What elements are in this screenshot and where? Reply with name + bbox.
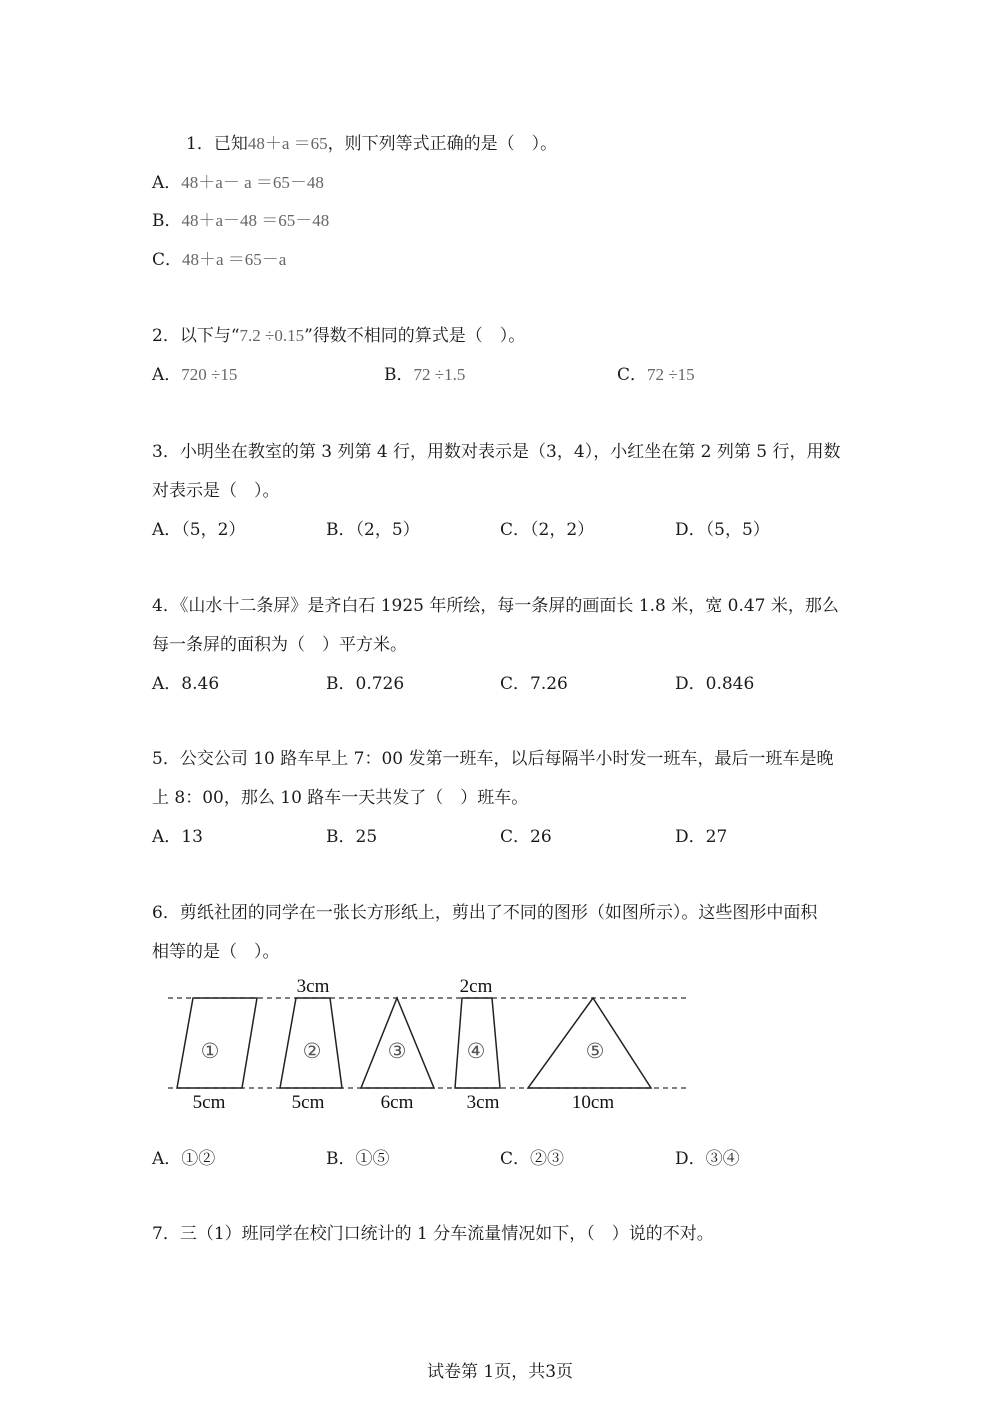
option-text: ③④: [705, 1149, 740, 1169]
option-text: 0.726: [355, 674, 405, 694]
bottom-label-shape-1: 5cm: [192, 1092, 226, 1113]
bottom-label-shape-3: 6cm: [380, 1092, 414, 1113]
question-2-math: 7.2 ÷0.15: [239, 326, 305, 345]
option-text: （5，5）: [705, 520, 770, 540]
bottom-label-shape-2: 5cm: [291, 1092, 325, 1113]
option-label: A．: [152, 827, 182, 847]
option-label: D．: [675, 1149, 706, 1169]
question-6-option-d: [675, 1149, 740, 1169]
question-4-line-2: 每一条屏的面积为（ ）平方米。: [152, 635, 407, 655]
option-label: C．: [500, 1149, 531, 1169]
option-label: C．: [500, 520, 531, 540]
question-3-line-2: 对表示是（ ）。: [152, 481, 280, 501]
option-text: （5，2）: [181, 520, 246, 540]
option-math: 48＋a ＝65－a: [182, 250, 287, 269]
option-math: 48＋a－48 ＝65－48: [181, 211, 330, 230]
option-label: B．: [326, 520, 356, 540]
option-text: 26: [530, 827, 552, 847]
option-text: 8.46: [181, 674, 220, 694]
question-4-line-1: 4．《山水十二条屏》是齐白石 1925 年所绘，每一条屏的画面长 1.8 米，宽 0.47 米，那么: [152, 596, 839, 616]
option-label: B．: [326, 827, 356, 847]
option-text: ①②: [181, 1149, 216, 1169]
option-label: C．: [500, 674, 531, 694]
page-footer: 试卷第 1页，共3页: [426, 1362, 574, 1382]
option-label: B．: [326, 674, 356, 694]
question-3-line-1: 3．小明坐在教室的第 3 列第 4 行，用数对表示是（3，4），小红坐在第 2 列第 5 行，用数: [152, 442, 841, 462]
shape-label-2: ②: [302, 1039, 322, 1063]
question-5-line-1: 5．公交公司 10 路车早上 7：00 发第一班车，以后每隔半小时发一班车，最后一班车是晚: [152, 749, 834, 769]
shape-label-4: ④: [466, 1039, 486, 1063]
option-math: 48＋a－ a ＝65－48: [181, 173, 324, 192]
option-label: C．: [152, 250, 183, 270]
question-6-option-b: [326, 1149, 390, 1169]
question-2-prefix: 2．以下与“: [152, 326, 240, 346]
question-7-line-1: 7．三（1）班同学在校门口统计的 1 分车流量情况如下，（ ）说的不对。: [152, 1224, 714, 1244]
option-label: C．: [500, 827, 531, 847]
option-text: 7.26: [530, 674, 568, 694]
option-text: （2，5）: [355, 520, 420, 540]
question-2-suffix: ”得数不相同的算式是（ ）。: [304, 326, 526, 346]
option-text: ①⑤: [355, 1149, 390, 1169]
question-6-line-1: 6．剪纸社团的同学在一张长方形纸上，剪出了不同的图形（如图所示）。这些图形中面积: [152, 903, 818, 923]
option-label: B．: [384, 365, 414, 385]
top-label-shape-4: 2cm: [459, 976, 493, 997]
option-text: ②③: [530, 1149, 565, 1169]
question-1-math: 48＋a ＝65: [247, 134, 328, 153]
option-math: 72 ÷15: [647, 365, 695, 384]
option-label: A．: [152, 520, 182, 540]
option-label: D．: [675, 827, 706, 847]
question-5-line-2: 上 8：00，那么 10 路车一天共发了（ ）班车。: [152, 788, 529, 808]
top-label-shape-2: 3cm: [296, 976, 330, 997]
option-label: B．: [326, 1149, 356, 1169]
option-label: D．: [675, 520, 706, 540]
option-label: B．: [152, 211, 182, 231]
bottom-label-shape-5: 10cm: [571, 1092, 615, 1113]
option-label: A．: [152, 365, 182, 385]
option-math: 720 ÷15: [181, 365, 238, 384]
question-1-suffix: ，则下列等式正确的是（ ）。: [327, 134, 558, 154]
shape-label-1: ①: [200, 1039, 220, 1063]
question-6-line-2: 相等的是（ ）。: [152, 942, 280, 962]
option-text: 27: [705, 827, 728, 847]
shape-label-3: ③: [387, 1039, 407, 1063]
option-label: D．: [675, 674, 706, 694]
option-text: 0.846: [705, 674, 755, 694]
option-label: A．: [152, 674, 182, 694]
option-label: A．: [152, 173, 182, 193]
option-text: （2，2）: [530, 520, 595, 540]
question-6-option-c: [500, 1149, 564, 1169]
option-text: 13: [181, 827, 203, 847]
bottom-label-shape-4: 3cm: [466, 1092, 500, 1113]
question-1-prefix: 1．已知: [186, 134, 248, 154]
option-text: 25: [355, 827, 378, 847]
option-label: A．: [152, 1149, 182, 1169]
shape-label-5: ⑤: [585, 1039, 605, 1063]
option-label: C．: [617, 365, 648, 385]
option-math: 72 ÷1.5: [413, 365, 466, 384]
question-6-option-a: [152, 1149, 215, 1169]
